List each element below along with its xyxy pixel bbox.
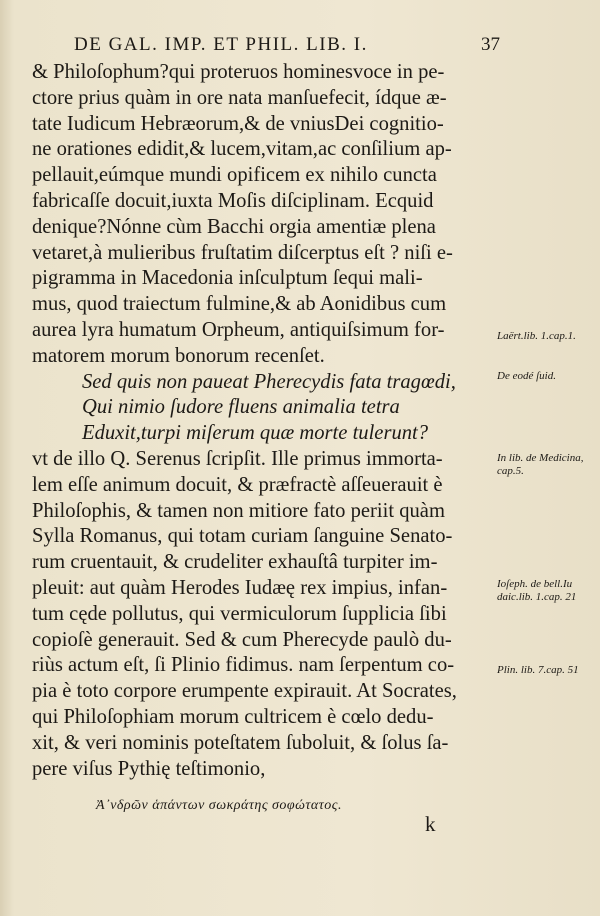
text-line: lem eſſe animum docuit, & præfractè aſſeuerauit è: [32, 473, 443, 496]
marginal-note: Plin. lib. 7.cap. 51: [497, 664, 579, 676]
text-line: fabricaſſe docuit,iuxta Moſis diſciplinam. Ecquid: [32, 189, 434, 212]
marginal-note: In lib. de Medicina, cap.5.: [497, 452, 584, 477]
text-line: xit, & veri nominis poteſtatem ſuboluit, & ſolus ſa-: [32, 731, 449, 754]
verse-line: Sed quis non paueat Pherecydis fata tragœdi,: [82, 370, 456, 393]
text-line: tate Iudicum Hebræorum,& de vniusDei cognitio-: [32, 112, 444, 135]
text-line: pia è toto corpore erumpente expirauit. At Socrates,: [32, 680, 457, 703]
text-line: riùs actum eſt, ſi Plinio fidimus. nam ſerpentum co-: [32, 654, 455, 677]
text-line: copioſè generauit. Sed & cum Pherecyde paulò du-: [32, 628, 452, 651]
text-line: matorem morum bonorum recenſet.: [32, 344, 325, 367]
greek-quotation: Ἀ᾽νδρῶν ἁπάντων σωκράτης σοφώτατος.: [96, 798, 342, 813]
text-line: denique?Nónne cùm Bacchi orgia amentiæ plena: [32, 215, 436, 238]
text-line: vetaret,à mulieribus fruſtatim diſcerptus eſt ? niſi e-: [32, 241, 453, 264]
text-line: rum cruentauit, & crudeliter exhauſtâ turpiter im-: [32, 551, 438, 574]
text-line: pellauit,eúmque mundi opificem ex nihilo cuncta: [32, 164, 437, 187]
text-line: ne orationes edidit,& lucem,vitam,ac conſilium ap-: [32, 138, 452, 161]
verse-line: Eduxit,turpi miſerum quæ morte tulerunt?: [82, 422, 429, 445]
text-line: mus, quod traiectum fulmine,& ab Aonidibus cum: [32, 293, 447, 316]
text-line: & Philoſophum?qui proteruos hominesvoce in pe-: [32, 61, 445, 83]
text-line: Sylla Romanus, qui totam curiam ſanguine Senato-: [32, 525, 453, 548]
text-line: aurea lyra humatum Orpheum, antiquiſsimum for-: [32, 318, 445, 341]
text-line: Philoſophis, & tamen non mitiore fato periit quàm: [32, 499, 445, 522]
marginal-note: Ioſeph. de bell.Iu daic.lib. 1.cap. 21: [497, 578, 577, 603]
text-line: ctore prius quàm in ore nata manſuefecit, ídque æ-: [32, 86, 447, 109]
marginal-note: De eodé ſuid.: [497, 370, 556, 382]
text-line: pigramma in Macedonia inſculptum ſequi mali-: [32, 267, 423, 290]
verse-line: Qui nimio ſudore fluens animalia tetra: [82, 396, 400, 419]
main-text: [32, 60, 494, 782]
marginal-note: Laërt.lib. 1.cap.1.: [497, 330, 576, 342]
text-line: qui Philoſophiam morum cultricem è cœlo dedu-: [32, 705, 434, 728]
text-line: tum cęde pollutus, qui vermiculorum ſupplicia ſibi: [32, 602, 447, 625]
page-number: 37: [481, 34, 500, 55]
text-line: pere viſus Pythię teſtimonio,: [32, 757, 266, 780]
text-line: pleuit: aut quàm Herodes Iudæę rex impius, infan-: [32, 576, 448, 599]
signature-mark: k: [425, 812, 436, 836]
text-line: vt de illo Q. Serenus ſcripſit. Ille primus immorta-: [32, 447, 443, 470]
running-title: DE GAL. IMP. ET PHIL. LIB. I.: [74, 34, 368, 55]
